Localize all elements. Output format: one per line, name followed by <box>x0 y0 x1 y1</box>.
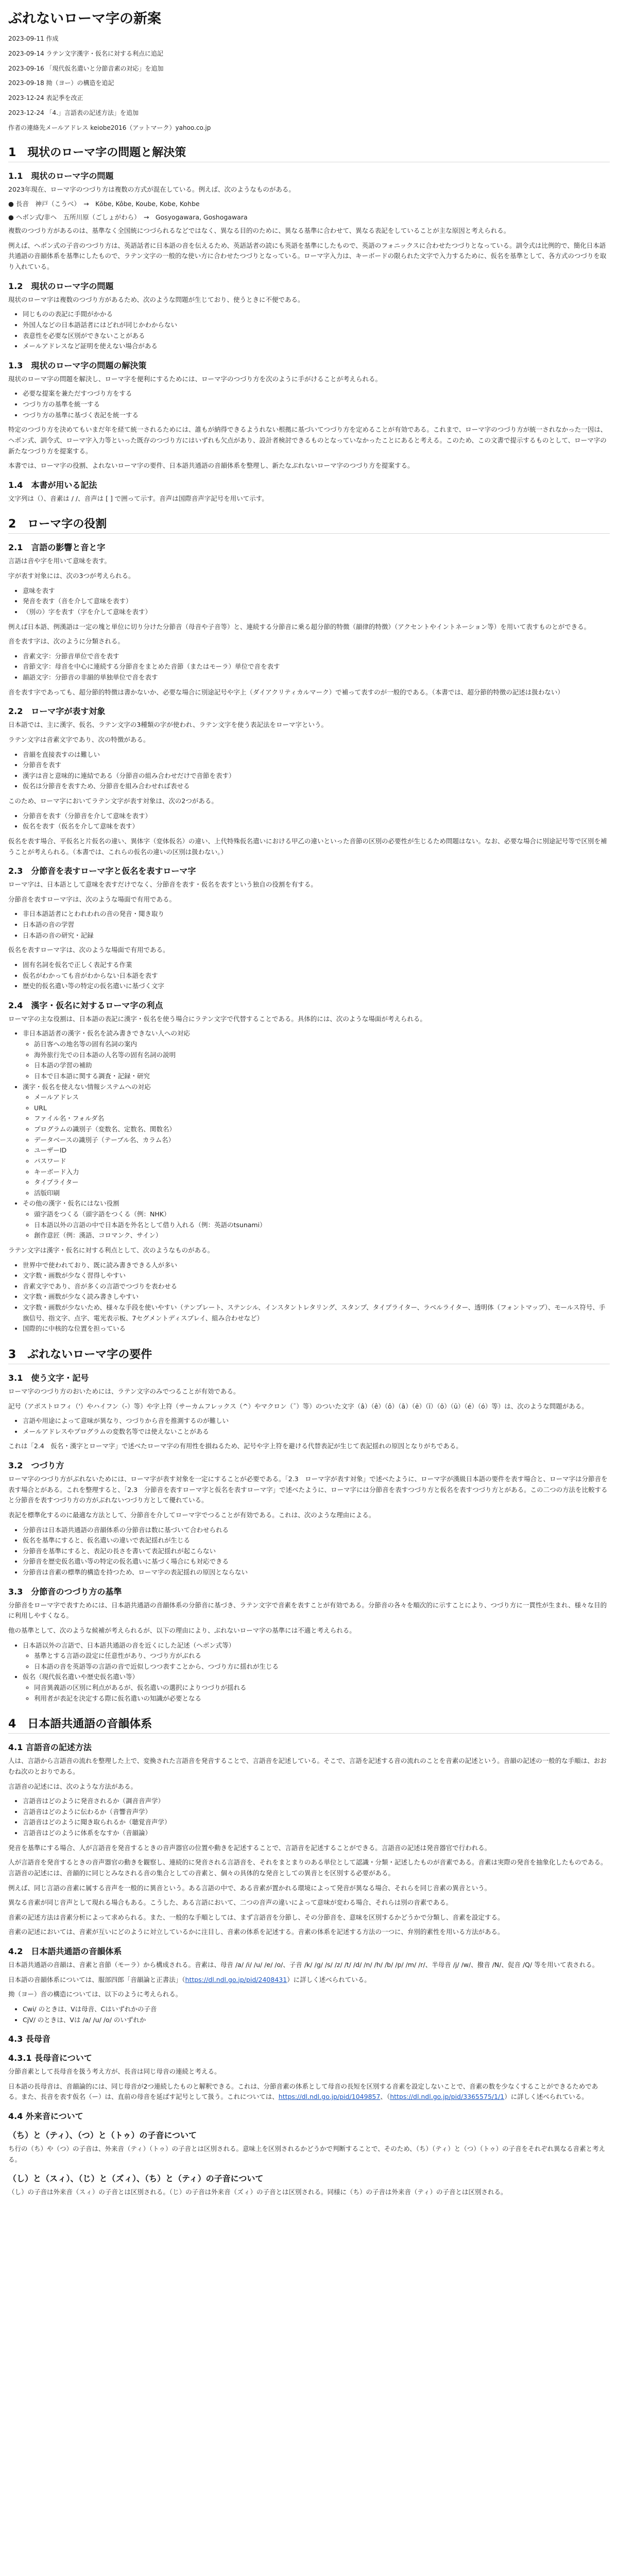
list-item: • 国際的に中核的な位置を担っている <box>23 1324 610 1334</box>
list-item: ◦ ユーザーID <box>34 1145 610 1156</box>
bullet-list <box>8 2004 610 2025</box>
list-item: • 仮名は分節音を表すため、分節音を組み合わせれば表せる <box>23 781 610 792</box>
list-item: ◦ 日本語の音を英語等の言語の音で近似しつつ表すことから、つづり方に揺れが生じる <box>34 1662 610 1672</box>
list-item: • CjV/ のときは、Vは /a/ /u/ /o/ のいずれか <box>23 2015 610 2026</box>
list-item: • つづり方の基準に基づく表記を統一する <box>23 410 610 421</box>
paragraph: 拗（ヨー）音の構造については、以下のように考えられる。 <box>8 1990 182 1998</box>
paragraph: 記号（アポストロフィ（'）やハイフン（-）等）や字上符（サーカムフレックス（^）やマクロン（¯）等）のついた文字（â）（ê）（ô）（ā）（ē）（ī）（ō）（ū）（é）（ó）等）は、次のような問題がある。 <box>8 1402 588 1410</box>
revision-history <box>8 35 610 132</box>
nested-list <box>23 1039 610 1082</box>
paragraph: ラテン文字は音素文字であり、次の特徴がある。 <box>8 735 150 743</box>
list-item: ◦ 同音異義語の区別に利点があるが、仮名遣いの選択によりつづりが揺れる <box>34 1683 610 1693</box>
bullet-list <box>8 586 610 618</box>
history-entry: 2023-09-14 ラテン文字漢字・仮名に対する利点に追記 <box>8 49 163 57</box>
list-item: • 音素文字であり、音が多くの言語でつづりを表わせる <box>23 1281 610 1292</box>
list-item: • Cwi/ のときは、Vは母音、Cはいずれかの子音 <box>23 2004 610 2015</box>
subsection-heading: 1.4 本書が用いる記法 <box>8 480 97 490</box>
paragraph: ローマ字は、日本語として意味を表すだけでなく、分節音を表す・仮名を表すという独自の役割を有する。 <box>8 880 317 889</box>
list-item: • 分節音を表す <box>23 760 610 771</box>
paragraph: 言語は音や字を用いて意味を表す。 <box>8 557 111 565</box>
list-item <box>23 1640 610 1672</box>
list-item: • 言語音はどのように体系をなすか（音韻論） <box>23 1828 610 1839</box>
paragraph: 複数のつづり方があるのは、基準なく全国統につづられるなどではなく、異なる目的のために、異なる基準に合わせて、異なる表記をしていることが主な原因と考えられる。 <box>8 227 510 235</box>
nested-list <box>23 1209 610 1241</box>
paragraph: 仮名を表す場合、平仮名と片仮名の違い、異体字（変体仮名）の違い、上代特殊仮名遣いにおける甲乙の違いといった音節の区別の必要性が生じるため問題はない。なお、必要な場合に別途記号等で区別を補うことが考えられる。（本書では、これらの仮名の違いの区別は扱わない。） <box>8 837 607 856</box>
list-item: • 漢字は音と意味的に連結である（分節音の組み合わせだけで音節を表す） <box>23 771 610 782</box>
subsection-heading: 2.3 分節音を表すローマ字と仮名を表すローマ字 <box>8 866 196 876</box>
subsection-heading: 2.1 言語の影響と音と字 <box>8 543 106 553</box>
subsubsection-heading: （し）と（スィ）、（じ）と（ズィ）、（ち）と（ティ）の子音について <box>8 2174 264 2184</box>
bullet-list <box>8 651 610 683</box>
example-line: ● ヘボン式/非ヘ 五所川原（ごしょがわら） → Gosyogawara, Goshogawara <box>8 213 248 222</box>
paragraph: 文字列は（）、音素は / /、音声は [ ] で囲って示す。音声は国際音声字記号を用いて示す。 <box>8 494 268 502</box>
paragraph: ローマ字の主な役割は、日本語の表記に漢字・仮名を使う場合にラテン文字で代替することである。具体的には、次のような場面が考えられる。 <box>8 1014 426 1023</box>
list-item: ◦ 海外旅行先での日本語の人名等の固有名詞の説明 <box>34 1050 610 1061</box>
paragraph: 仮名を表すローマ字は、次のような場面で有用である。 <box>8 946 169 954</box>
list-item-text: その他の漢字・仮名にはない役割 <box>23 1199 119 1208</box>
list-item: ◦ キーボード入力 <box>34 1167 610 1178</box>
paragraph: 現状のローマ字の問題を解決し、ローマ字を便利にするためには、ローマ字のつづり方を次のように手がけることが考えられる。 <box>8 375 382 383</box>
list-item-text: 非日本語話者の漢字・仮名を読み書きできない人への対応 <box>23 1029 191 1038</box>
subsubsection-heading: （ち）と（ティ）、（つ）と（トゥ）の子音について <box>8 2130 197 2141</box>
paragraph: 現状のローマ字は複数のつづり方があるため、次のような問題が生じており、使うときに不便である。 <box>8 295 304 303</box>
paragraph: 本書では、ローマ字の役割、よれないローマ字の要件、日本語共通語の音韻体系を整理し、新たなぶれないローマ字のつづり方を提案する。 <box>8 462 414 470</box>
paragraph-text: 、（ <box>380 2093 390 2101</box>
paragraph: ラテン文字は漢字・仮名に対する利点として、次のようなものがある。 <box>8 1246 214 1254</box>
section-heading: 1 現状のローマ字の問題と解決策 <box>8 144 610 162</box>
list-item: • 仮名を表す（仮名を介して意味を表す） <box>23 821 610 832</box>
list-item: ◦ 活版印刷 <box>34 1188 610 1199</box>
list-item: • 非日本語話者にとわれわれの音の発音・聞き取り <box>23 909 610 920</box>
list-item: • 日本語の音の学習 <box>23 920 610 930</box>
author-contact: 作者の連絡先メールアドレス keiobe2016（アットマーク）yahoo.co.jp <box>8 124 211 131</box>
paragraph: 表記を標準化するのに最適な方法として、分節音を介してローマ字でつることが有効である。これは、次のような理由による。 <box>8 1511 375 1519</box>
bullet-list <box>8 909 610 941</box>
paragraph: このため、ローマ字においてラテン文字が表す対象は、次の2つがある。 <box>8 797 218 805</box>
history-entry: 2023-09-16 「現代仮名遣いと分節音素の対応」を追加 <box>8 64 164 72</box>
paragraph: これは「2.4 仮名・漢字とローマ字」で述べたローマ字の有用性を損ねるため、記号や字上符を避ける代替表記が生じて表記揺れの原因となりがちである。 <box>8 1442 462 1450</box>
paragraph: 例えば、ヘボン式の子音のつづり方は、英語話者に日本語の音を伝えるため、英語話者の読にも英語を基準にしたもので、英語のフォニックスに合わせたつづりとなっている。訓令式は比例的で、簡化日本語共通語の音韻体系を基準にしたもので、ラテン文字の一般的な使い方に合わせたつづりとなっている。ローマ字入力は、キーボードの限られた文字で入力するために、仮名を基準として、各方式のつづりを取り入れている。 <box>8 241 607 271</box>
bullet-list <box>8 1416 610 1437</box>
paragraph: 言語音の記述には、次のような方法がある。 <box>8 1782 138 1790</box>
paragraph-text: ）に詳しく述べられている。 <box>287 1975 371 1984</box>
paragraph: ち行の（ち）や（つ）の子音は、外来音（ティ）（トゥ）の子音とは区別される。意味上を区別されるかどうかで判断することで、そのため、（ち）（ティ）と（つ）（トゥ）の子音をそれぞれ異なる音素と考える。 <box>8 2145 606 2163</box>
list-item: • 韻語文字：分節音の非韻的単独単位で音を表す <box>23 672 610 683</box>
bullet-list <box>8 811 610 832</box>
list-item: • 言語や用途によって意味が異なり、つづりから音を推測するのが難しい <box>23 1416 610 1427</box>
bullet-list <box>8 1796 610 1839</box>
subsection-heading: 3.1 使う文字・記号 <box>8 1372 89 1383</box>
list-item: ◦ タイプライター <box>34 1177 610 1188</box>
paragraph: ローマ字のつづり方のおいためには、ラテン文字のみでつることが有効である。 <box>8 1387 240 1395</box>
list-item: • 分節音は日本語共通語の音韻体系の分節音は数に基づいて合わせられる <box>23 1525 610 1536</box>
list-item: • メールアドレスやプログラムの変数名等では使えないことがある <box>23 1427 610 1437</box>
history-entry: 2023-12-24 「4.」言語表の記述方法」を追加 <box>8 109 139 116</box>
paragraph: 人は、言語から言語音の流れを整理した上で、変換された言語音を発音することで、言語音を記述している。そこで、言語を記述する音の流れのことを音素の記述という。音韻の記述の一般的な手順は、おおむね次のとおりである。 <box>8 1757 607 1775</box>
paragraph-text: ）に詳しく述べられている。 <box>504 2093 588 2101</box>
list-item: • 言語音はどのように伝わるか（音響音声学） <box>23 1807 610 1818</box>
bullet-list <box>8 1028 610 1241</box>
example-line: ● 長音 神戸（こうべ） → Kōbe, Kôbe, Koube, Kobe, Kohbe <box>8 200 200 208</box>
list-item: • （別の）字を表す（字を介して意味を表す） <box>23 607 610 618</box>
bullet-list <box>8 1640 610 1704</box>
list-item: • 音韻を直接表すのは難しい <box>23 750 610 760</box>
nested-list <box>23 1092 610 1198</box>
reference-link[interactable]: https://dl.ndl.go.jp/pid/3365575/1/1 <box>390 2093 505 2101</box>
bullet-list <box>8 1525 610 1578</box>
subsection-heading: 1.1 現状のローマ字の問題 <box>8 171 114 181</box>
list-item: • 外国人などの日本語話者にはどれが同じかわからない <box>23 320 610 331</box>
subsubsection-heading: 4.3.1 長母音について <box>8 2053 92 2063</box>
paragraph: 分節音素として長母音を扱う考え方が、長音は同じ母音の連続と考える。 <box>8 2067 221 2076</box>
list-item: ◦ 頭字語をつくる（頭字語をつくる（例：NHK） <box>34 1209 610 1220</box>
paragraph: 日本語共通語の音韻は、音素と音節（モーラ）から構成される。音素は、母音 /a/ /i/ /u/ /e/ /o/、子音 /k/ /g/ /s/ /z/ /t/ /d/ /n/ /h/ /b/ /p/ /m/ /r/、半母音 /j/ /w/、撥音 /N/、促音 /Q/ 等を用いて表される。 <box>8 1961 599 1969</box>
list-item: • 音節文字：母音を中心に連続する分節音をまとめた音節（またはモーラ）単位で音を表す <box>23 662 610 672</box>
list-item: • 意味を表す <box>23 586 610 597</box>
list-item: ◦ URL <box>34 1103 610 1114</box>
list-item-text: 仮名（現代仮名遣いや歴史仮名遣い等） <box>23 1673 139 1681</box>
list-item: • 世界中で使われており、既に読み書きできる人が多い <box>23 1260 610 1271</box>
paragraph: 2023年現在、ローマ字のつづり方は複数の方式が混在している。例えば、次のようなものがある。 <box>8 185 295 193</box>
section-heading: 2 ローマ字の役割 <box>8 515 610 534</box>
paragraph <box>8 2081 610 2103</box>
paragraph: 例えば日本語、例漢語は一定の塊と単位に切り分けた分節音（母音や子音等）と、連続する分節音に乗る超分節的特徴（韻律的特徴）（アクセントやイントネーション等）を用いて表すものとができる。 <box>8 622 591 631</box>
section-heading: 3 ぶれないローマ字の要件 <box>8 1346 610 1364</box>
history-entry: 2023-12-24 表記季を改正 <box>8 94 83 102</box>
list-item <box>23 1672 610 1704</box>
list-item: • 分節音を基準にすると、表記の長さを書いて表記揺れが起こらない <box>23 1546 610 1557</box>
list-item-text: 日本語以外の言語で、日本語共通語の音を近くにした記述（ヘボン式等） <box>23 1641 235 1649</box>
reference-link[interactable]: https://dl.ndl.go.jp/pid/2408431 <box>185 1975 287 1984</box>
bullet-list <box>8 960 610 992</box>
subsection-heading: 3.3 分節音のつづり方の基準 <box>8 1586 122 1597</box>
list-item: ◦ 利用者が表記を決定する際に仮名遣いの知識が必要となる <box>34 1693 610 1704</box>
nested-list <box>23 1651 610 1672</box>
page-title: ぶれないローマ字の新案 <box>8 11 161 27</box>
list-item: • 文字数・画数が少なく習得しやすい <box>23 1270 610 1281</box>
subsection-heading: 2.4 漢字・仮名に対するローマ字の利点 <box>8 1000 163 1010</box>
list-item: ◦ 日本語以外の言語の中で日本語を外名として借り入れる（例：英語のtsunami） <box>34 1220 610 1231</box>
list-item: • 必要な提案を兼ただすつづり方をする <box>23 388 610 399</box>
list-item <box>23 1198 610 1241</box>
paragraph: 発音を基準にする場合、人が言語音を発音するときの音声器官の位置や動きを記述することで、言語音を記述することができる。言語音の記述は発音器官で行われる。 <box>8 1843 491 1852</box>
list-item: • 日本語の音の研究・記録 <box>23 930 610 941</box>
list-item: • 歴史的仮名遣い等の特定の仮名遣いに基づく文字 <box>23 981 610 992</box>
list-item: ◦ 日本で日本語に関する調査・記録・研究 <box>34 1071 610 1082</box>
paragraph: 他の基準として、次のような候補が考えられるが、以下の理由により、ぶれないローマ字の基準には不適と考えられる。 <box>8 1626 356 1634</box>
paragraph: 特定のつづり方を決めてもいまだ年を経て統一されるためには、誰もが納得できるようれない根拠に基づいてつづり方を定めることが有効である。これまで、ローマ字のつづり方が統一されなかった一因は、ヘボン式、訓令式、ローマ字入力等といった既存のつづり方にはいずれも欠点があり、設計者検討できるものとなっていなかったことにあると考える。このため、この文書で提示するものとして、ローマ字の新たなつづり方を提案する。 <box>8 426 607 455</box>
bullet-list <box>8 309 610 352</box>
list-item: ◦ データベースの識別子（テーブル名、カラム名） <box>34 1135 610 1146</box>
list-item-text: 漢字・仮名を使えない情報システムへの対応 <box>23 1082 151 1091</box>
list-item: ◦ プログラムの識別子（変数名、定数名、関数名） <box>34 1124 610 1135</box>
subsection-heading: 1.3 現状のローマ字の問題の解決策 <box>8 360 147 370</box>
list-item: • 分節音を表す（分節音を介して意味を表す） <box>23 811 610 822</box>
bullet-list <box>8 1260 610 1334</box>
list-item: ◦ 日本語の学習の補助 <box>34 1060 610 1071</box>
list-item: • 固有名詞を仮名で正しく表記する作業 <box>23 960 610 971</box>
paragraph: 日本語では、主に漢字、仮名、ラテン文字の3種類の字が使われ、ラテン文字を使う表記法をローマ字という。 <box>8 721 328 729</box>
history-entry: 2023-09-18 拗（ヨー）の構造を追記 <box>8 79 114 87</box>
list-item: • 仮名を基準にすると、仮名遣いの違いで表記揺れが生じる <box>23 1535 610 1546</box>
paragraph: 音素の記述においては、音素が互いにどのように対立しているかに注目し、音素の体系を記述する。音素の体系を記述する方法の一つに、弁別的素性を用いる方法がある。 <box>8 1928 504 1936</box>
list-item: ◦ メールアドレス <box>34 1092 610 1103</box>
list-item: • つづり方の基準を統一する <box>23 399 610 410</box>
subsection-heading: 1.2 現状のローマ字の問題 <box>8 281 114 291</box>
list-item: ◦ 訪日客への地名等の固有名詞の案内 <box>34 1039 610 1050</box>
list-item: • 文字数・画数が少なく読み書きしやすい <box>23 1292 610 1302</box>
list-item: • 発音を表す（音を介して意味を表す） <box>23 596 610 607</box>
subsection-heading: 4.1 言語音の記述方法 <box>8 1742 92 1753</box>
list-item: • 言語音はどのように発音されるか（調音音声学） <box>23 1796 610 1807</box>
list-item: • 文字数・画数が少ないため、様々な手段を使いやすい（テンプレート、ステンシル、インスタントレタリング、スタンプ、タイプライター、ラベルライター、透明体（フォントマップ）、モールス符号、手旗信号、指文字、点字、電光表示板、7セグメントディスプレイ、組み合わせなど） <box>23 1302 610 1324</box>
list-item: • 分節音を歴史仮名遣い等の特定の仮名遣いに基づく場合にも対応できる <box>23 1556 610 1567</box>
list-item <box>23 1028 610 1081</box>
paragraph <box>8 1975 610 1986</box>
list-item <box>23 1082 610 1199</box>
list-item: • メールアドレスなど証明を使えない場合がある <box>23 341 610 352</box>
list-item: ◦ ファイル名・フォルダ名 <box>34 1113 610 1124</box>
list-item: ◦ パスワード <box>34 1156 610 1167</box>
list-item: • 表意性を必要な区別ができないことがある <box>23 331 610 342</box>
list-item: ◦ 基準とする言語の設定に任意性があり、つづり方がぶれる <box>34 1651 610 1662</box>
bullet-list <box>8 388 610 420</box>
paragraph: 音を表す字であっても、超分節的特徴は書かないか、必要な場合に別途記号や字上（ダイアクリティカルマーク）で補って表すのが一般的である。（本書では、超分節的特徴の記述は扱わない） <box>8 688 564 696</box>
subsection-heading: 4.2 日本語共通語の音韻体系 <box>8 1946 122 1957</box>
subsection-heading: 2.2 ローマ字が表す対象 <box>8 706 106 717</box>
paragraph-text: 日本語の長母音は、音韻論的には、同じ母音が2つ連続したものと解釈できる。これは、分節音素の体系として母音の長短を区別する音素を設定しないことで、音素の数を少なくすることができるためである。また、長音を表す仮名（ー）は、直前の母音を延ばす記号として扱う。これについては、 <box>8 2082 598 2101</box>
paragraph: 異なる音素が同じ音声として現れる場合もある。こうした、ある言語において、二つの音声の違いによって意味が変わる場合、それらは別の音素である。 <box>8 1899 453 1907</box>
nested-list <box>23 1683 610 1704</box>
subsection-heading: 3.2 つづり方 <box>8 1461 64 1471</box>
list-item: • 言語音はどのように聞き取られるか（聴覚音声学） <box>23 1817 610 1828</box>
list-item: • 分節音は音素の標準的構造を持つため、ローマ字の表記揺れの原因とならない <box>23 1567 610 1578</box>
paragraph: ローマ字のつづり方がぶれないためには、ローマ字が表す対象を一定にすることが必要である。「2.3 ローマ字が表す対象」で述べたように、ローマ字が漢級日本語の要件を表す場合と、ローマ字は分節音を表す場合とがある。これを整理すると、「2.3 分節音を表すローマ字と仮名を表すローマ字」で述べたように、ローマ字には分節音を表すつづり方と仮名を表すつづり方とがある。この二つの方法を比較すると分節音を表すつづり方の方がぶれないつづり方として優れている。 <box>8 1475 608 1504</box>
section-heading: 4 日本語共通語の音韻体系 <box>8 1715 610 1734</box>
paragraph: 音を表す字は、次のように分類される。 <box>8 637 125 646</box>
history-entry: 2023-09-11 作成 <box>8 35 59 42</box>
list-item: ◦ 創作意匠（例：漢語、コロマンク、サイン） <box>34 1230 610 1241</box>
bullet-list <box>8 750 610 792</box>
paragraph-text: 日本語の音韻体系については、服部四郎「音韻論と正書法」（ <box>8 1975 185 1984</box>
paragraph: 分節音をローマ字で表すためには、日本語共通語の音韻体系の分節音に基づき、ラテン文字で音素を表すことが有効である。分節音の各々を順次的に示すことにより、つづり方に一貫性が生まれ、様々な目的に利用しやすくなる。 <box>8 1601 607 1620</box>
subsection-heading: 4.4 外来音について <box>8 2111 83 2122</box>
paragraph: 人が言語音を発音するときの音声器官の動きを観察し、連続的に発音される言語音を、それをまとまりのある単位として認識・分類・記述したものが音素である。音素は実際の発音を抽象化したものである。言語音の記述には、音韻的に同じとみなされる音の集合としての音素と、個々の具体的な発音としての異音とを区別する必要がある。 <box>8 1858 607 1877</box>
list-item: • 同じものの表記に手間がかかる <box>23 309 610 320</box>
paragraph: 音素の記述方法は音素分析によって求められる。また、一般的な手順としては、まず言語音を分節し、その分節音を、意味を区別するかどうかで分類し、音素を設定する。 <box>8 1913 504 1921</box>
paragraph: 分節音を表すローマ字は、次のような場面で有用である。 <box>8 895 176 903</box>
paragraph: 例えば、同じ言語の音素に属する音声を一般的に異音という。ある言語の中で、ある音素が置かれる環境によって発音が異なる場合、それらを同じ音素の異音という。 <box>8 1884 491 1892</box>
subsection-heading: 4.3 長母音 <box>8 2034 50 2044</box>
reference-link[interactable]: https://dl.ndl.go.jp/pid/1049857 <box>278 2093 381 2101</box>
paragraph: 字が表す対象には、次の3つが考えられる。 <box>8 572 135 580</box>
paragraph: （し）の子音は外来音（スィ）の子音とは区別される。（じ）の子音は外来音（ズィ）の子音とは区別される。同様に（ち）の子音は外来音（ティ）の子音とは区別される。 <box>8 2188 507 2196</box>
list-item: • 仮名がわかっても音がわからない日本語を表す <box>23 971 610 981</box>
list-item: • 音素文字：分節音単位で音を表す <box>23 651 610 662</box>
